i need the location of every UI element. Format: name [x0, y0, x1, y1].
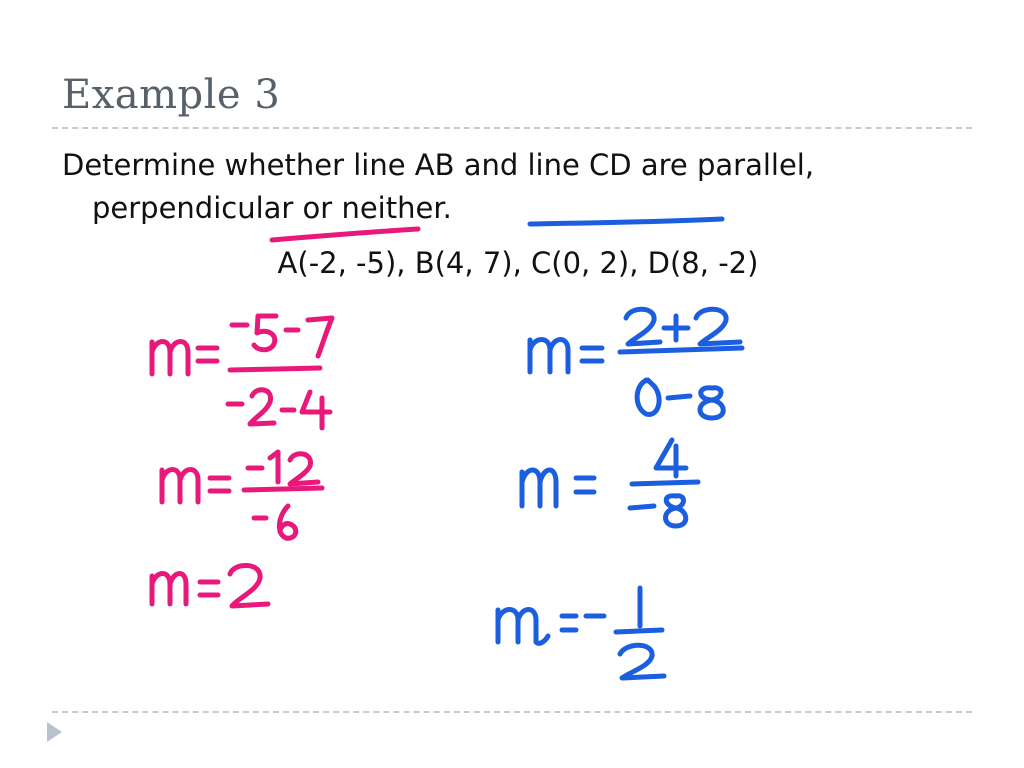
- pink-step-2: [162, 452, 322, 538]
- problem-line-2: perpendicular or neither.: [92, 191, 452, 225]
- pink-underline: [272, 229, 418, 240]
- blue-step-3: [498, 588, 664, 678]
- problem-line-1: Determine whether line AB and line CD are parallel,: [62, 148, 815, 182]
- pink-step-1: [152, 316, 332, 428]
- slide-title: Example 3: [62, 72, 281, 118]
- blue-step-2: [522, 440, 698, 526]
- blue-underline: [530, 219, 722, 224]
- triangle-right-icon[interactable]: [47, 722, 62, 742]
- pink-step-3: [152, 565, 268, 606]
- footer-divider: [52, 711, 972, 713]
- blue-step-1: [530, 309, 742, 418]
- given-points: A(-2, -5), B(4, 7), C(0, 2), D(8, -2): [277, 246, 759, 280]
